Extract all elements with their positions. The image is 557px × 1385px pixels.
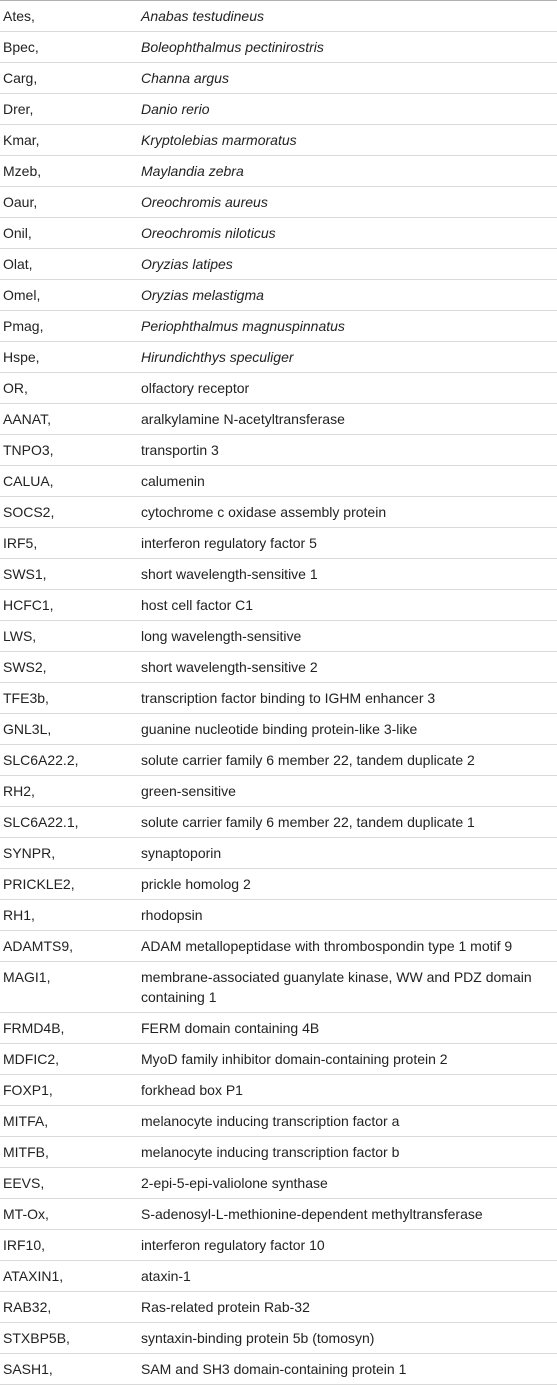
abbreviation-cell: Onil, [0, 218, 135, 249]
table-row [0, 838, 557, 869]
abbreviation-cell: Pmag, [0, 311, 135, 342]
abbreviation-cell: SOCS2, [0, 497, 135, 528]
species-name-cell: Maylandia zebra [135, 156, 557, 187]
table-row [0, 962, 557, 1013]
abbreviation-cell: MAGI1, [0, 962, 135, 1013]
abbreviation-cell: HCFC1, [0, 590, 135, 621]
table-row [0, 1199, 557, 1230]
abbreviation-cell: FRMD4B, [0, 1013, 135, 1044]
definition-cell: syntaxin-binding protein 5b (tomosyn) [135, 1323, 557, 1354]
abbreviation-cell: CALUA, [0, 466, 135, 497]
abbreviation-cell: Bpec, [0, 32, 135, 63]
abbreviation-cell: ADAMTS9, [0, 931, 135, 962]
table-row [0, 745, 557, 776]
table-row [0, 1230, 557, 1261]
definition-cell: transportin 3 [135, 435, 557, 466]
definition-cell: aralkylamine N-acetyltransferase [135, 404, 557, 435]
abbreviation-cell: LWS, [0, 621, 135, 652]
species-name-cell: Hirundichthys speculiger [135, 342, 557, 373]
abbreviation-cell: SWS2, [0, 652, 135, 683]
species-name-cell: Oryzias latipes [135, 249, 557, 280]
definition-cell: ADAM metallopeptidase with thrombospondin type 1 motif 9 [135, 931, 557, 962]
abbreviation-cell: SWS1, [0, 559, 135, 590]
abbreviation-cell: Oaur, [0, 187, 135, 218]
definition-cell: 2-epi-5-epi-valiolone synthase [135, 1168, 557, 1199]
abbreviation-cell: RH1, [0, 900, 135, 931]
definition-cell: long wavelength-sensitive [135, 621, 557, 652]
table-row [0, 249, 557, 280]
table-row [0, 1323, 557, 1354]
definition-cell: transcription factor binding to IGHM enhancer 3 [135, 683, 557, 714]
table-row [0, 590, 557, 621]
definition-cell: solute carrier family 6 member 22, tandem duplicate 1 [135, 807, 557, 838]
table-row [0, 528, 557, 559]
table-row [0, 435, 557, 466]
species-name-cell: Oreochromis aureus [135, 187, 557, 218]
table-row [0, 342, 557, 373]
definition-cell: guanine nucleotide binding protein-like 3-like [135, 714, 557, 745]
definition-cell: short wavelength-sensitive 1 [135, 559, 557, 590]
abbreviation-cell: MDFIC2, [0, 1044, 135, 1075]
abbreviation-cell: RH2, [0, 776, 135, 807]
abbreviation-cell: Drer, [0, 94, 135, 125]
abbreviation-cell: Hspe, [0, 342, 135, 373]
species-name-cell: Danio rerio [135, 94, 557, 125]
table-row [0, 1044, 557, 1075]
definition-cell: cytochrome c oxidase assembly protein [135, 497, 557, 528]
species-name-cell: Oryzias melastigma [135, 280, 557, 311]
abbreviation-cell: PRICKLE2, [0, 869, 135, 900]
definition-cell: host cell factor C1 [135, 590, 557, 621]
abbreviation-cell: MT-Ox, [0, 1199, 135, 1230]
definition-cell: short wavelength-sensitive 2 [135, 652, 557, 683]
definition-cell: interferon regulatory factor 5 [135, 528, 557, 559]
table-row [0, 714, 557, 745]
abbreviation-cell: ATAXIN1, [0, 1261, 135, 1292]
species-name-cell: Oreochromis niloticus [135, 218, 557, 249]
table-row [0, 404, 557, 435]
definition-cell: synaptoporin [135, 838, 557, 869]
table-row [0, 931, 557, 962]
species-name-cell: Periophthalmus magnuspinnatus [135, 311, 557, 342]
table-row [0, 776, 557, 807]
abbreviation-cell: SLC6A22.2, [0, 745, 135, 776]
abbreviation-cell: IRF10, [0, 1230, 135, 1261]
table-row [0, 1106, 557, 1137]
definition-cell: SAM and SH3 domain-containing protein 1 [135, 1354, 557, 1385]
abbreviation-cell: MITFB, [0, 1137, 135, 1168]
definition-cell: membrane-associated guanylate kinase, WW and PDZ domain containing 1 [135, 962, 557, 1013]
table-row [0, 497, 557, 528]
abbreviation-cell: OR, [0, 373, 135, 404]
table-row [0, 280, 557, 311]
abbreviation-cell: MITFA, [0, 1106, 135, 1137]
abbreviation-cell: STXBP5B, [0, 1323, 135, 1354]
table-row [0, 466, 557, 497]
definition-cell: forkhead box P1 [135, 1075, 557, 1106]
definition-cell: rhodopsin [135, 900, 557, 931]
abbreviation-cell: Mzeb, [0, 156, 135, 187]
table-row [0, 1137, 557, 1168]
abbreviation-cell: EEVS, [0, 1168, 135, 1199]
table-row [0, 373, 557, 404]
table-row [0, 652, 557, 683]
definition-cell: melanocyte inducing transcription factor a [135, 1106, 557, 1137]
definition-cell: Ras-related protein Rab-32 [135, 1292, 557, 1323]
table-row [0, 125, 557, 156]
table-row [0, 311, 557, 342]
abbreviations-table-body [0, 1, 557, 1385]
abbreviation-cell: GNL3L, [0, 714, 135, 745]
table-row [0, 218, 557, 249]
table-row [0, 187, 557, 218]
table-row [0, 32, 557, 63]
table-row [0, 683, 557, 714]
table-row [0, 1168, 557, 1199]
species-name-cell: Boleophthalmus pectinirostris [135, 32, 557, 63]
table-row [0, 1013, 557, 1044]
table-row [0, 869, 557, 900]
table-row [0, 1261, 557, 1292]
definition-cell: interferon regulatory factor 10 [135, 1230, 557, 1261]
table-row [0, 1354, 557, 1385]
table-row [0, 1292, 557, 1323]
species-name-cell: Anabas testudineus [135, 1, 557, 32]
species-name-cell: Kryptolebias marmoratus [135, 125, 557, 156]
definition-cell: melanocyte inducing transcription factor b [135, 1137, 557, 1168]
definition-cell: MyoD family inhibitor domain-containing protein 2 [135, 1044, 557, 1075]
table-row [0, 621, 557, 652]
abbreviation-cell: Carg, [0, 63, 135, 94]
abbreviation-cell: SYNPR, [0, 838, 135, 869]
table-row [0, 156, 557, 187]
definition-cell: olfactory receptor [135, 373, 557, 404]
table-row [0, 807, 557, 838]
abbreviation-cell: TFE3b, [0, 683, 135, 714]
definition-cell: green-sensitive [135, 776, 557, 807]
definition-cell: FERM domain containing 4B [135, 1013, 557, 1044]
abbreviation-cell: RAB32, [0, 1292, 135, 1323]
table-row [0, 1075, 557, 1106]
abbreviation-cell: IRF5, [0, 528, 135, 559]
abbreviation-cell: Olat, [0, 249, 135, 280]
definition-cell: solute carrier family 6 member 22, tandem duplicate 2 [135, 745, 557, 776]
table-row [0, 63, 557, 94]
table-row [0, 900, 557, 931]
table-row [0, 1, 557, 32]
abbreviation-cell: Omel, [0, 280, 135, 311]
definition-cell: calumenin [135, 466, 557, 497]
species-name-cell: Channa argus [135, 63, 557, 94]
definition-cell: prickle homolog 2 [135, 869, 557, 900]
abbreviation-cell: TNPO3, [0, 435, 135, 466]
definition-cell: S-adenosyl-L-methionine-dependent methyltransferase [135, 1199, 557, 1230]
table-row [0, 559, 557, 590]
abbreviation-cell: Ates, [0, 1, 135, 32]
abbreviation-cell: AANAT, [0, 404, 135, 435]
abbreviation-cell: Kmar, [0, 125, 135, 156]
table-row [0, 94, 557, 125]
definition-cell: ataxin-1 [135, 1261, 557, 1292]
abbreviation-cell: SLC6A22.1, [0, 807, 135, 838]
abbreviation-cell: FOXP1, [0, 1075, 135, 1106]
abbreviation-cell: SASH1, [0, 1354, 135, 1385]
